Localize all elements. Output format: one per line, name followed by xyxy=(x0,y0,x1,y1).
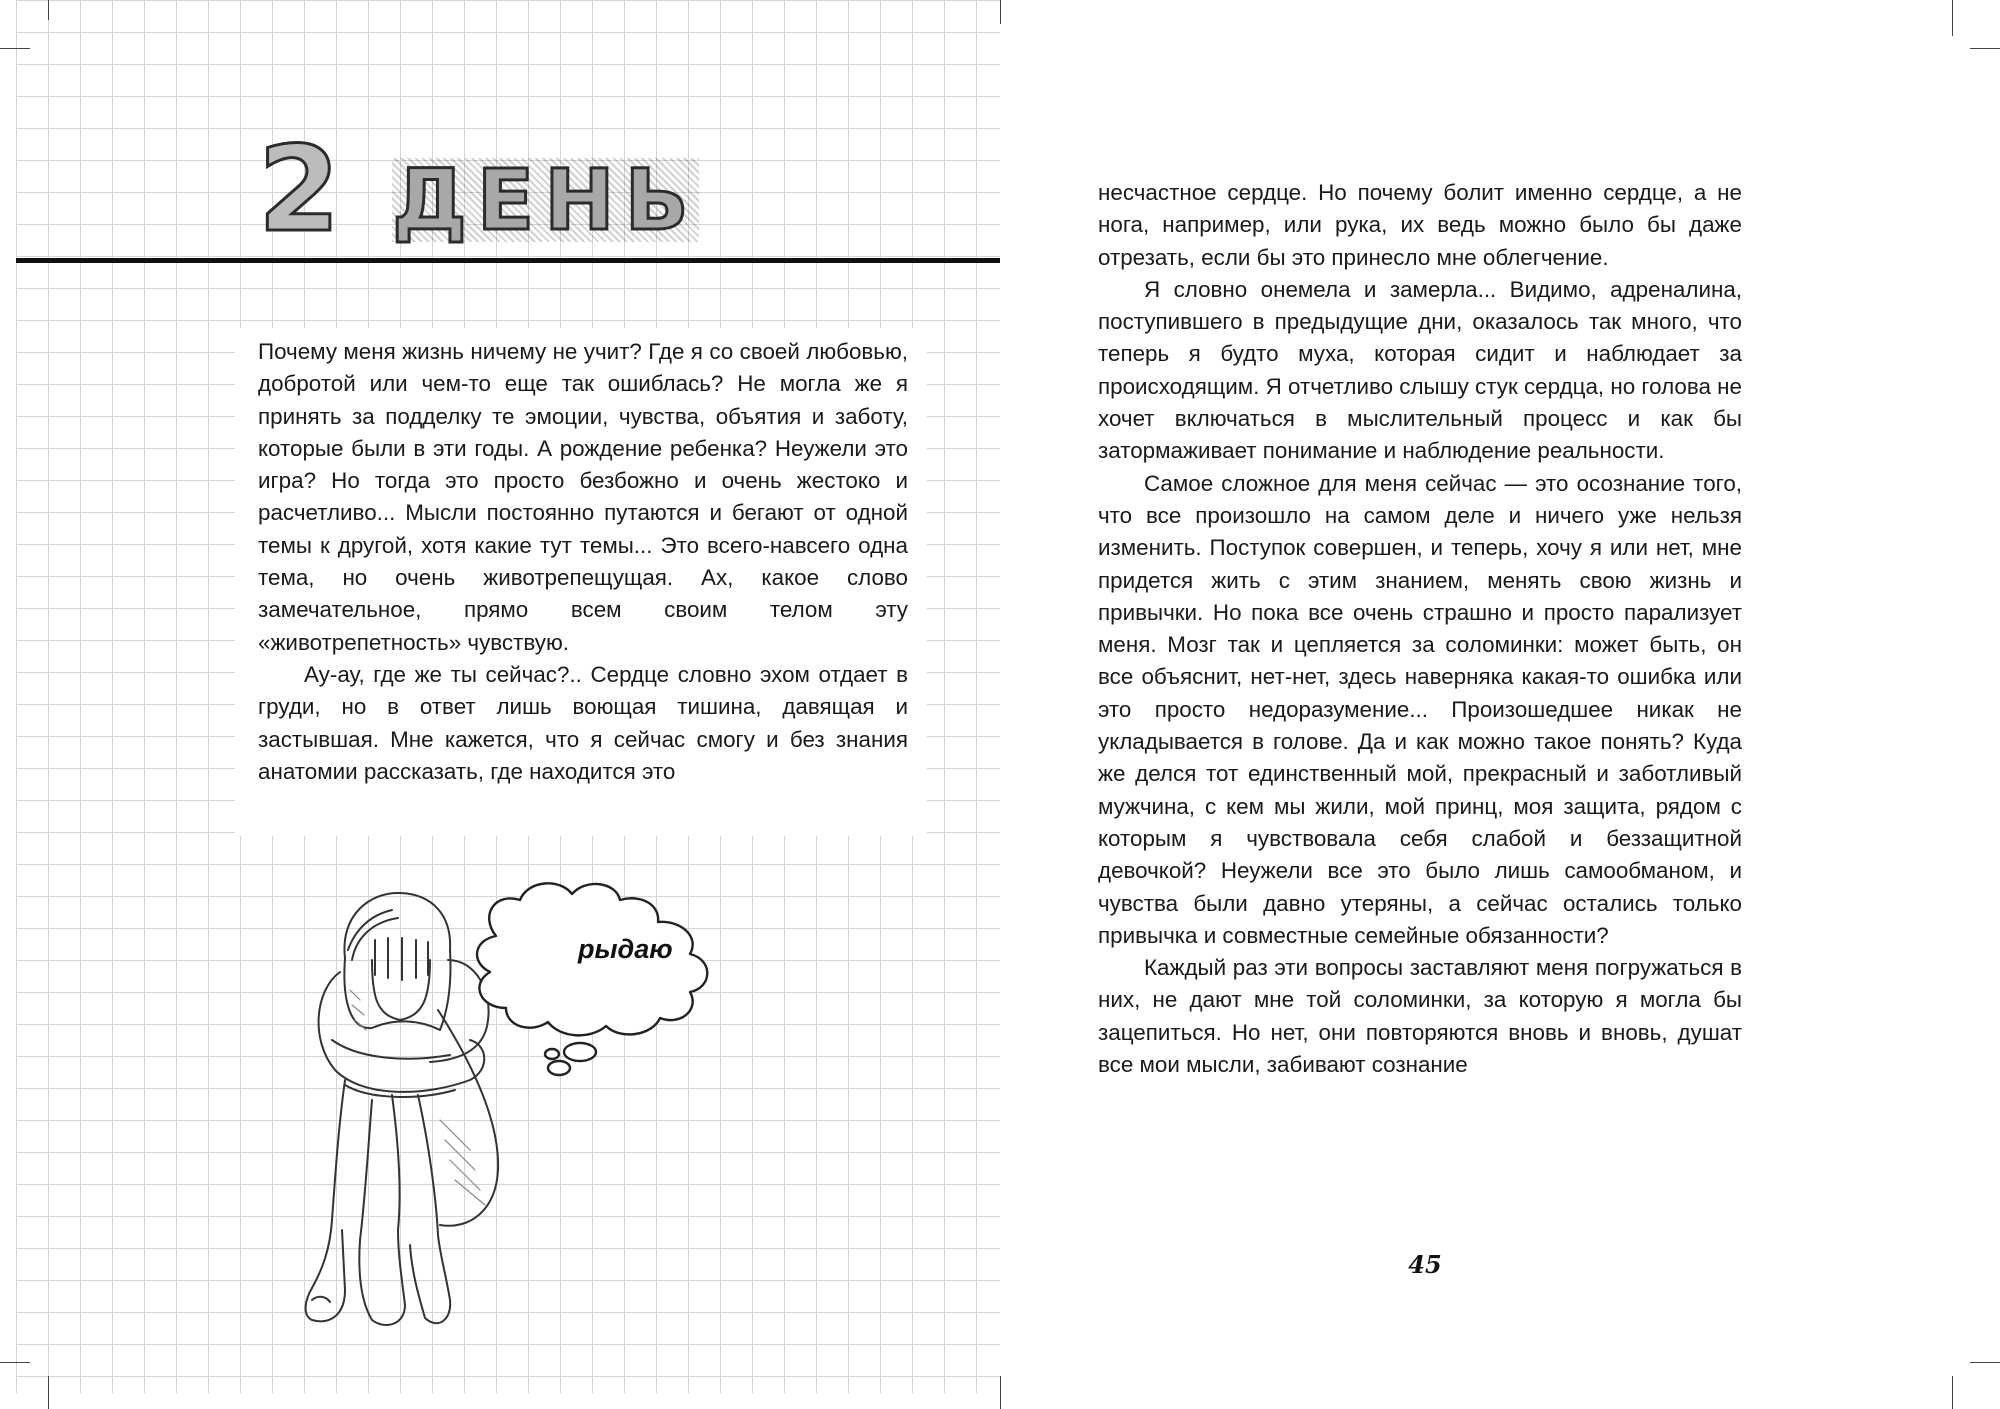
paragraph: Я словно онемела и замерла... Видимо, адреналина, поступившего в предыдущие дни, оказалось так много, что теперь я будто муха, которая сидит и наблюдает за происходящим. Я отчетливо слышу стук сердца, но голова не хочет включаться в мыслительный процесс и как бы затормаживает понимание и наблюдение реальности. xyxy=(1098,276,1742,464)
crop-mark xyxy=(1952,1376,1953,1409)
crop-mark xyxy=(48,0,49,20)
crop-mark xyxy=(1000,0,1001,24)
arms-sketch xyxy=(319,972,485,1092)
crop-mark xyxy=(0,48,30,49)
thought-dot-small xyxy=(545,1049,559,1059)
right-page-text xyxy=(1098,177,1742,1081)
thought-dot-medium xyxy=(548,1061,570,1075)
paragraph: Каждый раз эти вопросы заставляют меня погружаться в них, не дают мне той соломинки, за которую я могла бы зацепиться. Но нет, они повторяются вновь и вновь, душат все мои мысли, забивают сознание xyxy=(1098,955,1742,1078)
chapter-heading xyxy=(258,120,699,258)
chapter-word: ДЕНЬ xyxy=(392,151,699,249)
crop-mark xyxy=(1000,1376,1001,1409)
crop-mark xyxy=(1952,0,1953,36)
body-sketch xyxy=(438,1010,498,1226)
heading-divider xyxy=(16,258,1000,263)
crop-mark xyxy=(0,1362,30,1363)
thought-bubble-text: рыдаю xyxy=(578,934,673,964)
paragraph: Почему меня жизнь ничему не учит? Где я со своей любовью, добротой или чем-то еще так ошиблась? Не могла же я принять за подделку те эмоции, чувства, объятия и заботу, которые были в эти годы. А рождение ребенка? Неужели это игра? Но тогда это просто безбожно и очень жестоко и расчетливо... Мысли постоянно путаются и бегают от одной темы к другой, хотя какие тут темы... Это всего-навсего одна тема, но очень животрепещущая. Ах, какое слово замечательное, прямо всем своим телом эту «животрепетность» чувствую. xyxy=(258,339,908,655)
page-number: 45 xyxy=(1408,1250,1442,1279)
crop-mark xyxy=(1970,48,2000,49)
crop-mark xyxy=(1970,1362,2000,1363)
crying-girl-illustration xyxy=(290,870,790,1350)
paragraph: Самое сложное для меня сейчас — это осознание того, что все произошло на самом деле и ничего уже нельзя изменить. Поступок совершен, и теперь, хочу я или нет, мне придется жить с этим знанием, менять свою жизнь и привычки. Но пока все очень страшно и просто парализует меня. Мозг так и цепляется за соломинки: может быть, он все объяснит, нет-нет, здесь наверняка какая-то ошибка или это просто недоразумение... Произошедшее никак не укладывается в голове. Да и как можно такое понять? Куда же делся тот единственный мой, прекрасный и заботливый мужчина, с кем мы жили, мой принц, моя защита, рядом с которым я чувствовала себя слабой и беззащитной девочкой? Неужели все это было лишь самообманом, и чувства были давно утеряны, а сейчас остались только привычка и совместные семейные обязанности? xyxy=(1098,470,1742,948)
paragraph: несчастное сердце. Но почему болит именно сердце, а не нога, например, или рука, их ведь можно было бы даже отрезать, если бы это принесло мне облегчение. xyxy=(1098,180,1742,270)
legs-sketch xyxy=(312,1080,345,1288)
paragraph: Ау-ау, где же ты сейчас?.. Сердце словно эхом отдает в груди, но в ответ лишь воющая тишина, давящая и застывшая. Мне кажется, что я сейчас смогу и без знания анатомии рассказать, где находится это xyxy=(258,661,908,784)
hair-sketch xyxy=(344,893,450,1030)
chapter-number: 2 xyxy=(258,120,341,258)
crop-mark xyxy=(48,1376,49,1409)
left-page-text xyxy=(258,336,908,788)
thought-dot-large xyxy=(564,1043,596,1061)
